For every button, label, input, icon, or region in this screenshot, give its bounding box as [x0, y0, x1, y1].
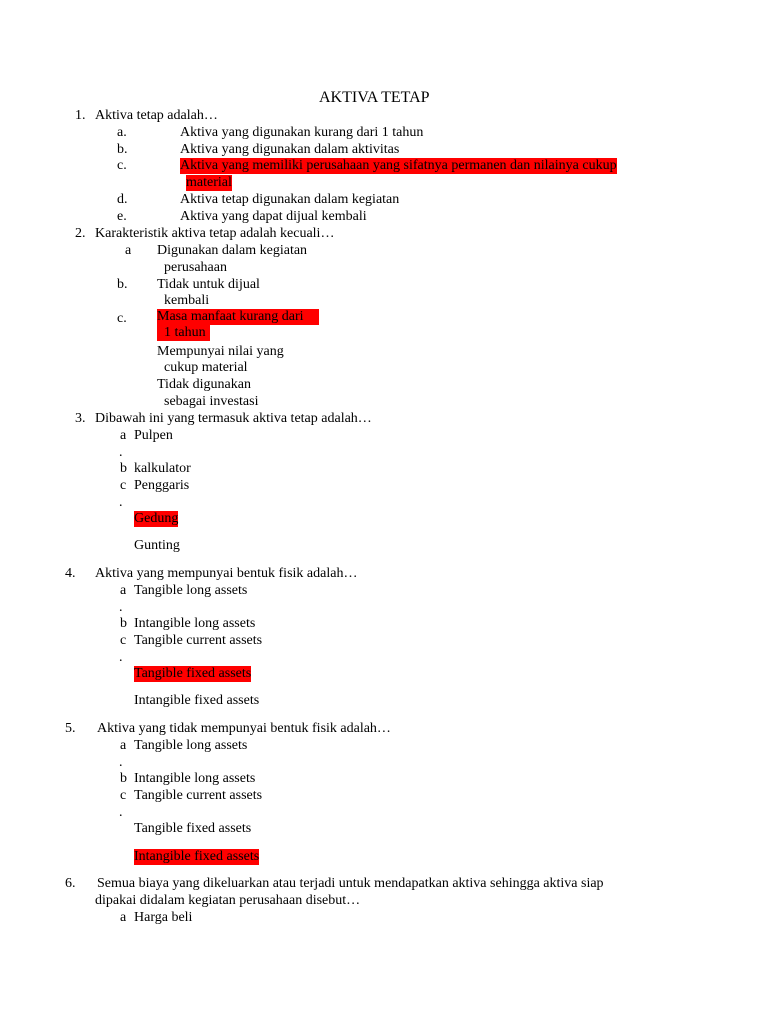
question-6-number: 6.	[65, 876, 76, 891]
q2-option-c-letter: c.	[117, 311, 127, 326]
q1-option-c-letter: c.	[117, 158, 127, 173]
q2-option-b-letter: b.	[117, 277, 128, 292]
q3-option-a-text: Pulpen	[134, 428, 173, 443]
q1-option-e-letter: e.	[117, 209, 127, 224]
q5-option-b-letter: b	[120, 771, 127, 786]
q4-dot-2: .	[119, 650, 123, 665]
q4-option-b-letter: b	[120, 616, 127, 631]
q1-option-d-text: Aktiva tetap digunakan dalam kegiatan	[180, 192, 400, 207]
q3-option-d-text-highlighted: Gedung	[134, 511, 179, 526]
q1-option-b-letter: b.	[117, 142, 128, 157]
q2-option-b-text-line2: kembali	[164, 293, 210, 308]
q3-option-a-letter: a	[120, 428, 127, 443]
q5-option-a-letter: a	[120, 738, 127, 753]
q2-option-b-text: Tidak untuk dijual	[157, 277, 260, 292]
q4-option-a-text: Tangible long assets	[134, 583, 248, 598]
q3-option-e-text: Gunting	[134, 538, 180, 553]
q1-option-a-letter: a.	[117, 125, 127, 140]
q1-option-e-text: Aktiva yang dapat dijual kembali	[180, 209, 367, 224]
q5-option-a-text: Tangible long assets	[134, 738, 248, 753]
q2-option-a-text: Digunakan dalam kegiatan	[157, 243, 308, 258]
question-3-number: 3.	[75, 411, 86, 426]
q4-option-c-text: Tangible current assets	[134, 633, 263, 648]
q2-option-d-text: Mempunyai nilai yang	[157, 344, 284, 359]
question-2-number: 2.	[75, 226, 86, 241]
q2-option-c-text-highlighted: Masa manfaat kurang dari	[157, 309, 319, 325]
question-1-stem: Aktiva tetap adalah…	[95, 108, 218, 123]
q3-option-c-text: Penggaris	[134, 478, 190, 493]
q1-option-c-text-line2-highlighted: material	[186, 175, 232, 190]
q2-option-a-text-line2: perusahaan	[164, 260, 227, 275]
q5-option-d-text: Tangible fixed assets	[134, 821, 252, 836]
question-1-number: 1.	[75, 108, 86, 123]
q3-dot-1: .	[119, 445, 123, 460]
q5-option-c-letter: c	[120, 788, 127, 803]
q1-option-b-text: Aktiva yang digunakan dalam aktivitas	[180, 142, 400, 157]
q2-option-e-text-line2: sebagai investasi	[164, 394, 259, 409]
question-6-stem-line1: Semua biaya yang dikeluarkan atau terjadi untuk mendapatkan aktiva sehingga aktiva siap	[97, 876, 604, 891]
q3-option-c-letter: c	[120, 478, 127, 493]
question-5-number: 5.	[65, 721, 76, 736]
q6-option-a-text: Harga beli	[134, 910, 193, 925]
q4-option-e-text: Intangible fixed assets	[134, 693, 260, 708]
question-6-stem-line2: dipakai didalam kegiatan perusahaan disebut…	[95, 893, 361, 908]
q3-option-b-letter: b	[120, 461, 127, 476]
q5-dot-1: .	[119, 755, 123, 770]
q2-option-c-text-line2-highlighted: 1 tahun	[157, 325, 210, 341]
q5-option-e-text-highlighted: Intangible fixed assets	[134, 849, 260, 864]
q6-option-a-letter: a	[120, 910, 127, 925]
question-5-stem: Aktiva yang tidak mempunyai bentuk fisik adalah…	[97, 721, 391, 736]
q5-option-b-text: Intangible long assets	[134, 771, 256, 786]
q4-dot-1: .	[119, 600, 123, 615]
q1-option-d-letter: d.	[117, 192, 128, 207]
q1-option-a-text: Aktiva yang digunakan kurang dari 1 tahun	[180, 125, 424, 140]
q2-option-d-text-line2: cukup material	[164, 360, 248, 375]
q5-option-c-text: Tangible current assets	[134, 788, 263, 803]
q4-option-d-text-highlighted: Tangible fixed assets	[134, 666, 252, 681]
q3-option-b-text: kalkulator	[134, 461, 191, 476]
q4-option-a-letter: a	[120, 583, 127, 598]
q2-option-e-text: Tidak digunakan	[157, 377, 251, 392]
q1-option-c-text-highlighted: Aktiva yang memiliki perusahaan yang sifatnya permanen dan nilainya cukup	[180, 158, 617, 173]
q3-dot-2: .	[119, 495, 123, 510]
q4-option-b-text: Intangible long assets	[134, 616, 256, 631]
q2-option-a-letter: a	[125, 243, 132, 258]
q4-option-c-letter: c	[120, 633, 127, 648]
question-4-stem: Aktiva yang mempunyai bentuk fisik adalah…	[95, 566, 358, 581]
question-3-stem: Dibawah ini yang termasuk aktiva tetap adalah…	[95, 411, 372, 426]
q5-dot-2: .	[119, 805, 123, 820]
document-title: AKTIVA TETAP	[319, 89, 430, 106]
question-4-number: 4.	[65, 566, 76, 581]
question-2-stem: Karakteristik aktiva tetap adalah kecuali…	[95, 226, 335, 241]
